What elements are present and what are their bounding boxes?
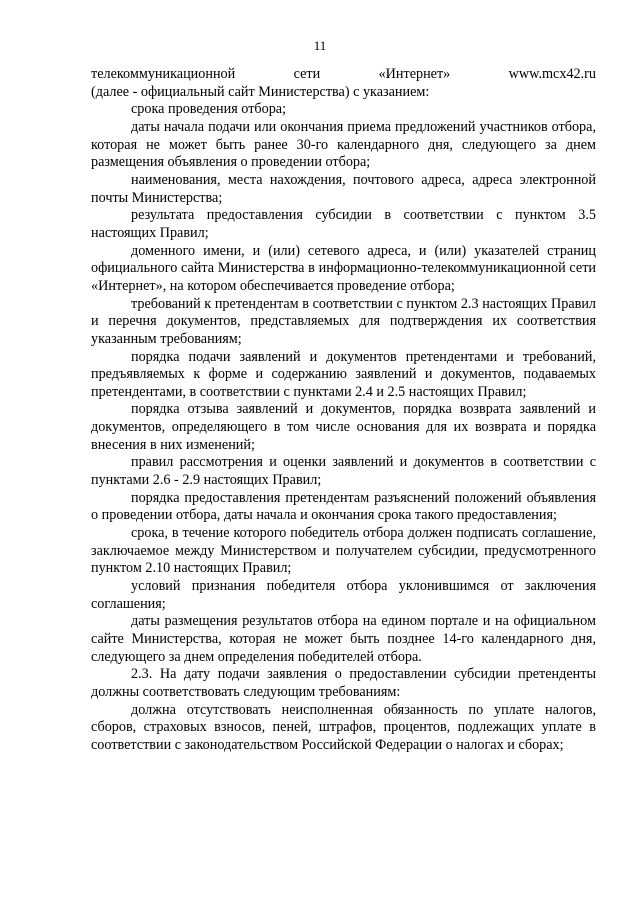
paragraph: требований к претендентам в соответствии с пунктом 2.3 настоящих Правил и перечня документов, представляемых для подтверждения их соответствия указанным требованиям; xyxy=(91,295,596,347)
paragraph: наименования, места нахождения, почтового адреса, адреса электронной почты Министерства; xyxy=(91,171,596,206)
paragraph: (далее - официальный сайт Министерства) с указанием: xyxy=(91,83,430,100)
paragraph: порядка предоставления претендентам разъяснений положений объявления о проведении отбора, даты начала и окончания срока такого предоставления; xyxy=(91,489,596,524)
paragraph: срока проведения отбора; xyxy=(131,101,287,118)
paragraph: правил рассмотрения и оценки заявлений и документов в соответствии с пунктами 2.6 - 2.9 настоящих Правил; xyxy=(91,454,596,489)
paragraph: порядка отзыва заявлений и документов, порядка возврата заявлений и документов, определяющего в том числе основания для их возврата и порядка внесения в них изменений; xyxy=(91,401,596,453)
paragraph: порядка подачи заявлений и документов претендентами и требований, предъявляемых к форме и содержанию заявлений и документов, подаваемых претендентами, в соответствии с пунктами 2.4 и 2.5 настоящих Правил; xyxy=(91,348,596,400)
document-body xyxy=(91,66,596,755)
paragraph: доменного имени, и (или) сетевого адреса, и (или) указателей страниц официального сайта Министерства в информационно-телекоммуникационной сети «Интернет», на котором обеспечивается проведение отбора; xyxy=(91,242,596,294)
page-number: 11 xyxy=(313,38,327,53)
paragraph: результата предоставления субсидии в соответствии с пунктом 3.5 настоящих Правил; xyxy=(91,207,596,241)
paragraph: срока, в течение которого победитель отбора должен подписать соглашение, заключаемое между Министерством и получателем субсидии, предусмотренного пунктом 2.10 настоящих Правил; xyxy=(91,525,596,577)
paragraph: условий признания победителя отбора уклонившимся от заключения соглашения; xyxy=(91,578,596,612)
paragraph: даты размещения результатов отбора на едином портале и на официальном сайте Министерства, которая не может быть позднее 14-го календарного дня, следующего за днем определения победителей отбора. xyxy=(91,613,596,665)
paragraph: даты начала подачи или окончания приема предложений участников отбора, которая не может быть ранее 30-го календарного дня, следующего за днем размещения объявления о проведении отбора; xyxy=(91,118,596,171)
paragraph: телекоммуникационной сети «Интернет» www.mcx42.ru xyxy=(91,66,596,82)
paragraph: 2.3. На дату подачи заявления о предоставлении субсидии претенденты должны соответствовать следующим требованиям: xyxy=(91,666,596,700)
paragraph: должна отсутствовать неисполненная обязанность по уплате налогов, сборов, страховых взносов, пеней, штрафов, процентов, подлежащих уплате в соответствии с законодательством Российской Федерации о налогах и сборах; xyxy=(91,701,596,753)
